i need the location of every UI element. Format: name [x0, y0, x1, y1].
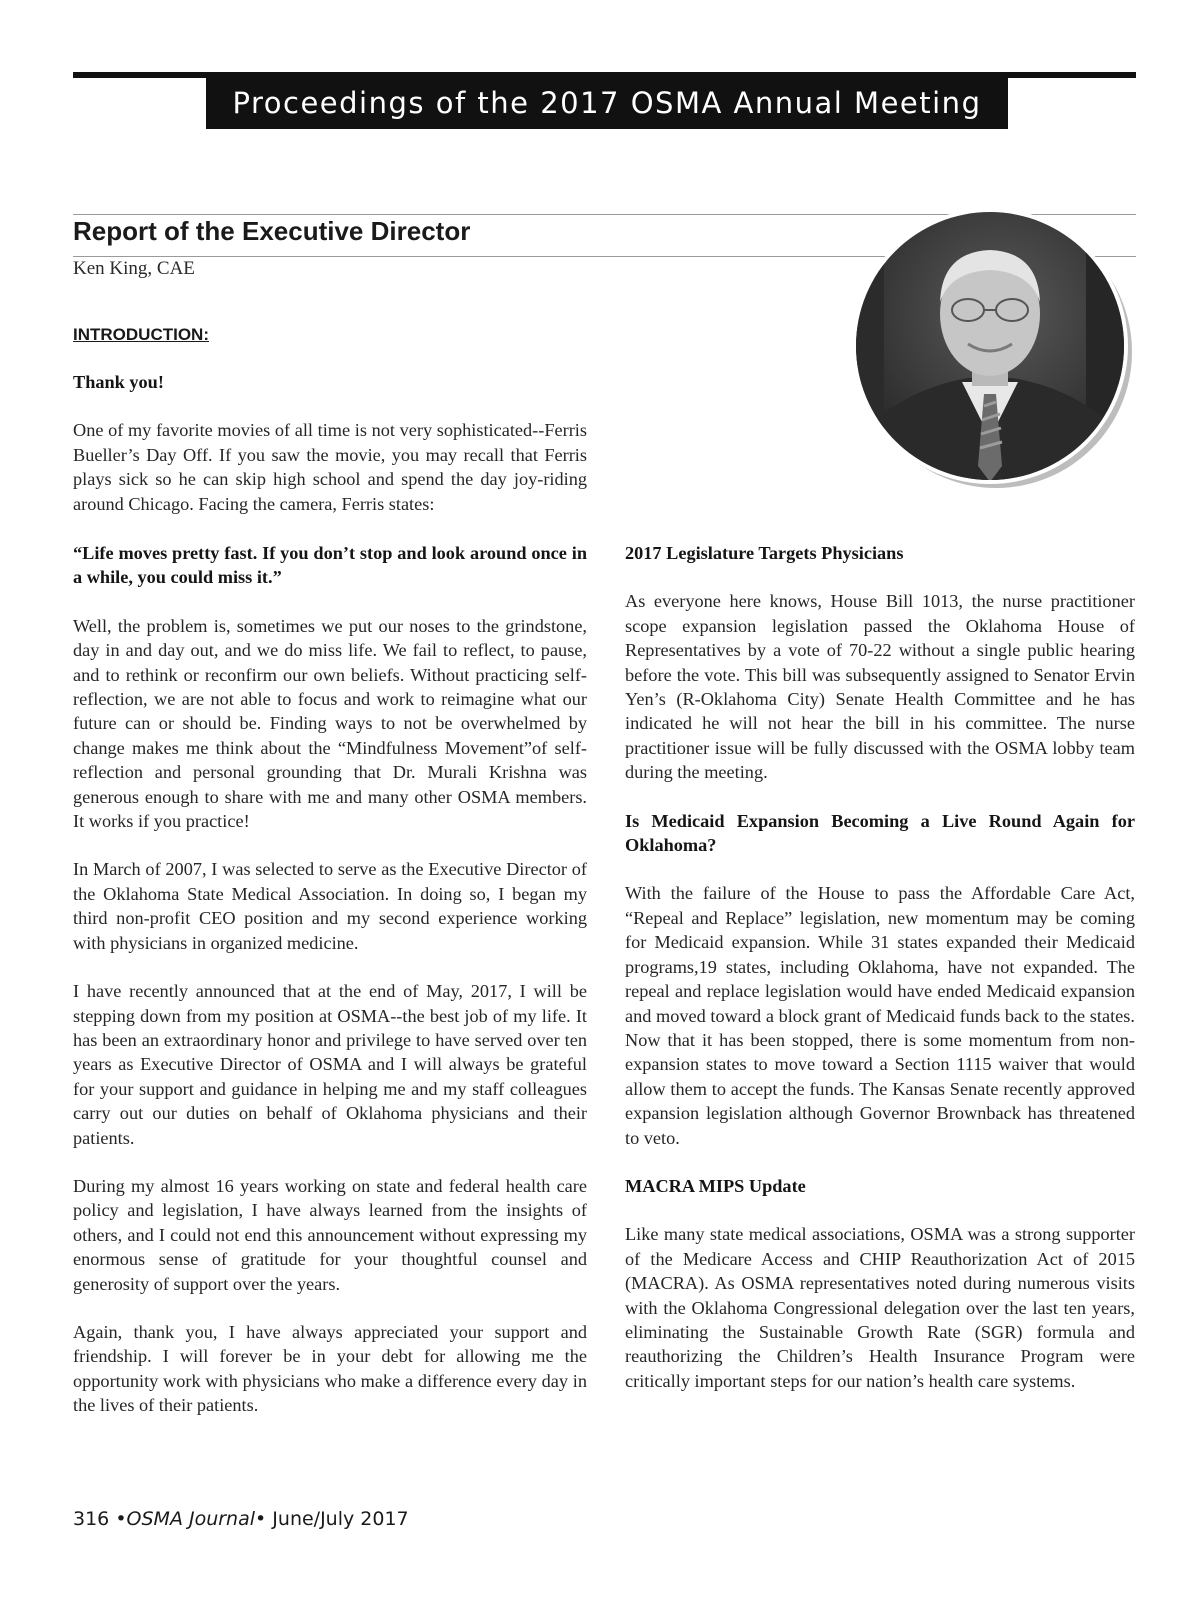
heading-medicaid: Is Medicaid Expansion Becoming a Live Round Again for Oklahoma?	[625, 810, 1135, 856]
heading-macra: MACRA MIPS Update	[625, 1175, 806, 1196]
journal-name: OSMA Journal	[126, 1508, 256, 1530]
thank-you-heading: Thank you!	[73, 372, 164, 392]
right-column	[625, 541, 1135, 1393]
paragraph-closing: Again, thank you, I have always appreciated your support and friendship. I will forever be in your debt for allowing me the opportunity work with physicians who make a difference every day in the lives of their patients.	[73, 1321, 587, 1416]
page-footer	[73, 1508, 409, 1530]
intro-column-top	[73, 370, 587, 516]
paragraph-medicaid: With the failure of the House to pass the Affordable Care Act, “Repeal and Replace” legislation, new momentum may be coming for Medicaid expansion. While 31 states expanded their Medicaid programs,19 states, including Oklahoma, have not expanded. The repeal and replace legislation would have ended Medicaid expansion and moved toward a block grant of Medicaid funds back to the states. Now that it has been stopped, there is some momentum from non-expansion states to move toward a Section 1115 waiver that would allow them to accept the funds. The Kansas Senate recently approved expansion legislation although Governor Brownback has threatened to veto.	[625, 883, 1135, 1148]
portrait-illustration	[850, 206, 1150, 506]
footer-bullet-2: •	[255, 1508, 267, 1530]
issue-date: June/July 2017	[272, 1508, 409, 1530]
proceedings-banner: Proceedings of the 2017 OSMA Annual Meeting	[206, 76, 1008, 129]
paragraph-macra: Like many state medical associations, OSMA was a strong supporter of the Medicare Access and CHIP Reauthorization Act of 2015 (MACRA). As OSMA representatives noted during numerous visits with the Oklahoma Congressional delegation over the last ten years, eliminating the Sustainable Growth Rate (SGR) formula and reauthorizing the Children’s Health Insurance Program were critically important steps for our nation’s health care systems.	[625, 1224, 1135, 1391]
paragraph-appointment: In March of 2007, I was selected to serve as the Executive Director of the Oklahoma State Medical Association. In doing so, I began my third non-profit CEO position and my second experience working with physicians in organized medicine.	[73, 859, 587, 953]
page-number: 316	[73, 1508, 110, 1530]
author-byline: Ken King, CAE	[73, 258, 195, 279]
left-column	[73, 541, 587, 1418]
footer-bullet: •	[115, 1508, 127, 1530]
paragraph-stepping-down: I have recently announced that at the end of May, 2017, I will be stepping down from my position at OSMA--the best job of my life. It has been an extraordinary honor and privilege to have served over ten years as Executive Director of OSMA and I will always be grateful for your support and guidance in helping me and my staff colleagues carry out our duties on behalf of Oklahoma physicians and their patients.	[73, 981, 587, 1148]
paragraph-ferris: One of my favorite movies of all time is not very sophisticated--Ferris Bueller’s Day Off. If you saw the movie, you may recall that Ferris plays sick so he can skip high school and spend the day joy-riding around Chicago. Facing the camera, Ferris states:	[73, 420, 587, 514]
report-title: Report of the Executive Director	[73, 216, 471, 246]
section-heading-introduction: INTRODUCTION:	[73, 325, 209, 344]
quote-ferris: “Life moves pretty fast. If you don’t stop and look around once in a while, you could miss it.”	[73, 543, 587, 588]
paragraph-gratitude: During my almost 16 years working on state and federal health care policy and legislation, I have always learned from the insights of others, and I could not end this announcement without expressing my enormous sense of gratitude for your thoughtful counsel and generosity of support over the years.	[73, 1175, 587, 1294]
paragraph-hb1013: As everyone here knows, House Bill 1013, the nurse practitioner scope expansion legislation passed the Oklahoma House of Representatives by a vote of 70-22 without a single public hearing before the vote. This bill was subsequently assigned to Senator Ervin Yen’s (R-Oklahoma City) Senate Health Committee and he has indicated he will not hear the bill in his committee. The nurse practitioner issue will be fully discussed with the OSMA lobby team during the meeting.	[625, 591, 1135, 783]
heading-legislature: 2017 Legislature Targets Physicians	[625, 543, 904, 563]
paragraph-mindfulness: Well, the problem is, sometimes we put our noses to the grindstone, day in and day out, and we do miss life. We fail to reflect, to pause, and to rethink or reconfirm our own beliefs. Without practicing self-reflection, we are not able to focus and work to reimagine what our future can or should be. Finding ways to not be overwhelmed by change makes me think about the “Mindfulness Movement”of self-reflection and personal grounding that Dr. Murali Krishna was generous enough to share with me and many other OSMA members. It works if you practice!	[73, 615, 587, 832]
author-portrait	[850, 206, 1150, 506]
